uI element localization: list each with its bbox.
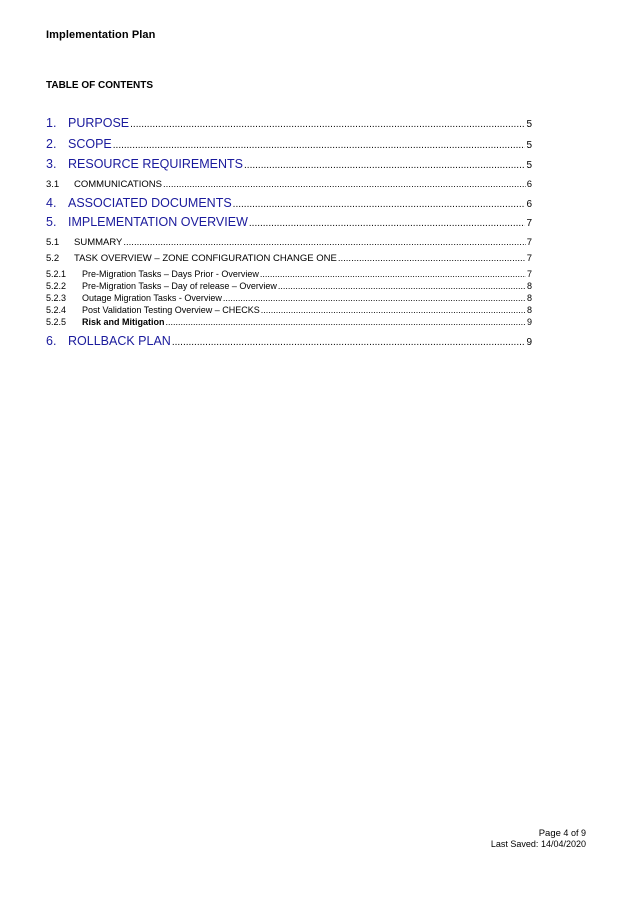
toc-entry-risk-and-mitigation[interactable] [46,317,532,327]
toc-entry-title[interactable]: RESOURCE REQUIREMENTS [68,157,244,171]
toc-entry-page: 8 [526,305,532,315]
toc-entry-title[interactable]: SUMMARY [74,237,123,248]
toc-entry-implementation-overview[interactable] [46,215,532,229]
toc-dot-leader [233,199,526,210]
toc-entry-number: 6. [46,334,57,348]
toc-entry-page: 7 [526,253,532,264]
toc-entry-number: 5.2 [46,253,60,264]
toc-entry-number: 5.1 [46,237,60,248]
toc-dot-leader [260,269,526,279]
toc-entry-page: 5 [526,160,532,171]
toc-entry-title[interactable]: Risk and Mitigation [82,317,165,327]
toc-entry-page: 6 [526,199,532,210]
toc-entry-number: 1. [46,116,57,130]
toc-entry-page: 9 [526,337,532,348]
toc-entry-page: 7 [526,237,532,248]
toc-entry-pre-migration-day-of-release[interactable] [46,281,532,291]
toc-dot-leader [166,317,526,327]
toc-entry-scope[interactable] [46,137,532,151]
toc-entry-task-overview[interactable] [46,253,532,264]
toc-dot-leader [278,281,526,291]
toc-entry-title[interactable]: ROLLBACK PLAN [68,334,171,348]
toc-entry-title[interactable]: Pre-Migration Tasks – Days Prior - Overview [82,269,259,279]
toc-heading: TABLE OF CONTENTS [46,80,154,91]
toc-entry-number: 4. [46,196,57,210]
page-number: Page 4 of 9 [538,828,586,839]
toc-entry-page: 9 [526,317,532,327]
toc-entry-page: 8 [526,293,532,303]
toc-entry-number: 5.2.2 [46,281,67,291]
toc-entry-title[interactable]: SCOPE [68,137,112,151]
toc-entry-number: 5.2.1 [46,269,67,279]
toc-dot-leader [244,160,525,171]
toc-entry-page: 5 [526,119,532,130]
toc-entry-outage-migration[interactable] [46,293,532,303]
toc-entry-title[interactable]: IMPLEMENTATION OVERVIEW [68,215,248,229]
toc-entry-number: 5.2.5 [46,317,67,327]
toc-entry-title[interactable]: TASK OVERVIEW – ZONE CONFIGURATION CHANGE ONE [74,253,337,264]
toc-entry-page: 7 [526,218,532,229]
toc-entry-page: 8 [526,281,532,291]
toc-entry-number: 3.1 [46,179,60,190]
toc-entry-pre-migration-days-prior[interactable] [46,269,532,279]
toc-entry-page: 5 [526,140,532,151]
page-footer [491,828,586,850]
toc-entry-number: 5.2.4 [46,305,67,315]
toc-entry-number: 2. [46,137,57,151]
toc-entry-page: 7 [526,269,532,279]
toc-entry-communications[interactable] [46,179,532,190]
toc-dot-leader [223,293,526,303]
last-saved: Last Saved: 14/04/2020 [490,839,586,849]
toc-dot-leader [123,237,525,248]
toc-entry-title[interactable]: PURPOSE [68,116,130,130]
toc-entry-title[interactable]: Outage Migration Tasks - Overview [82,293,222,303]
toc-entry-purpose[interactable] [46,116,532,130]
toc-dot-leader [338,253,526,264]
toc-entry-resource-requirements[interactable] [46,157,532,171]
toc-entry-title[interactable]: Post Validation Testing Overview – CHECKS [82,305,260,315]
toc-entry-number: 3. [46,157,57,171]
toc-dot-leader [261,305,526,315]
toc-dot-leader [163,179,526,190]
toc-entry-page: 6 [526,179,532,190]
toc-entry-post-validation[interactable] [46,305,532,315]
toc-dot-leader [172,337,526,348]
toc-entry-number: 5. [46,215,57,229]
toc-dot-leader [130,119,525,130]
toc-dot-leader [113,140,526,151]
toc-entry-summary[interactable] [46,237,532,248]
toc-dot-leader [249,218,526,229]
toc-entry-associated-documents[interactable] [46,196,532,210]
toc-entry-number: 5.2.3 [46,293,67,303]
toc-entry-title[interactable]: COMMUNICATIONS [74,179,162,190]
page-header-title: Implementation Plan [46,29,156,41]
toc-entry-rollback-plan[interactable] [46,334,532,348]
toc-entry-title[interactable]: ASSOCIATED DOCUMENTS [68,196,232,210]
toc-entry-title[interactable]: Pre-Migration Tasks – Day of release – Overview [82,281,277,291]
